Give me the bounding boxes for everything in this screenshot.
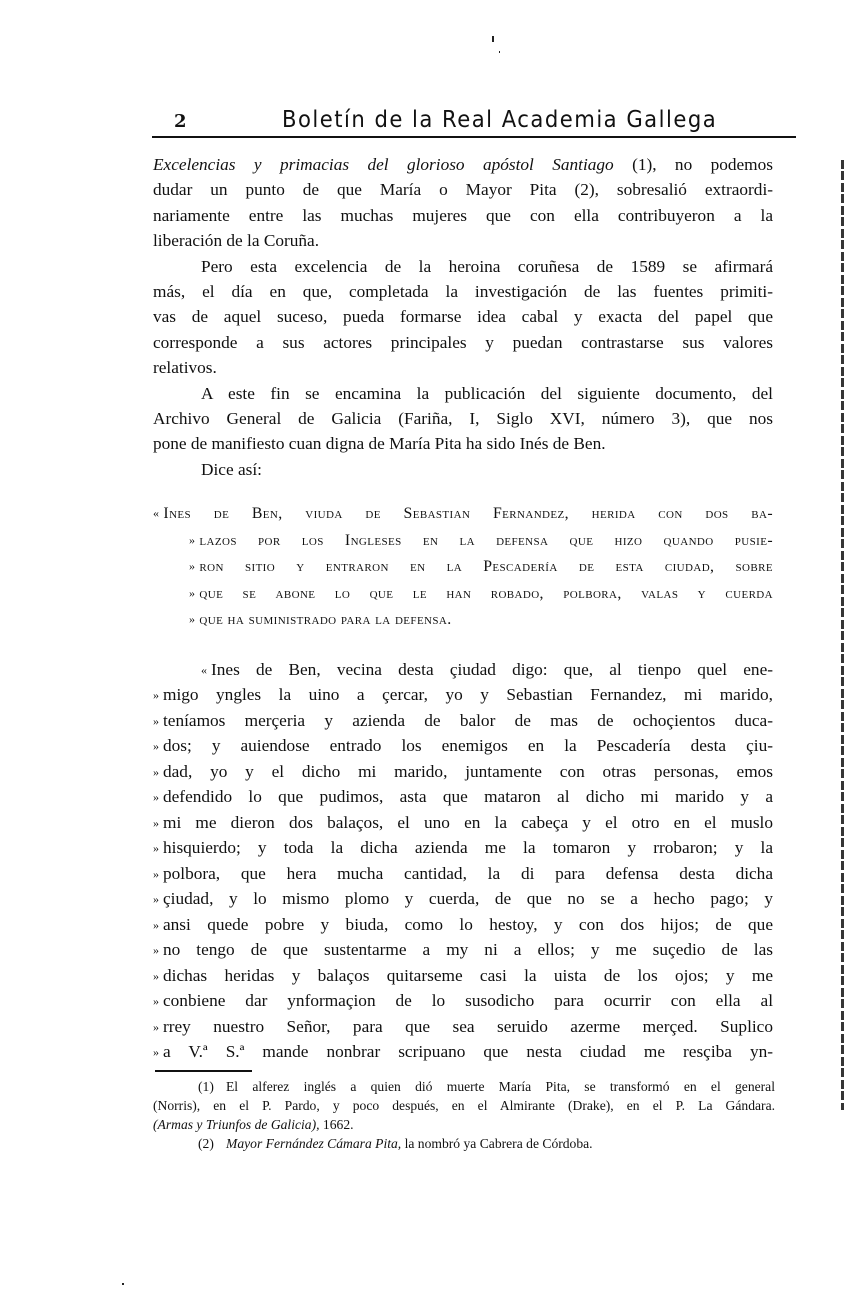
heading-line: » ron sitio y entraron en la Pescadería de esta ciudad, sobre	[189, 558, 773, 576]
doc-line: » ansi quede pobre y biuda, como lo hestoy, y con dos hijos; de que	[153, 914, 773, 934]
quote-mark: »	[153, 1019, 159, 1034]
quote-mark: »	[153, 713, 159, 728]
quote-mark: »	[153, 1045, 159, 1060]
doc-line: « Ines de Ben, vecina desta çiudad digo: que, al tienpo quel ene-	[201, 659, 773, 679]
quote-mark: »	[153, 815, 159, 830]
page-number: 2	[174, 111, 187, 132]
scan-speck	[122, 1283, 124, 1285]
footnote-line: (Armas y Triunfos de Galicia), 1662.	[153, 1117, 354, 1132]
quote-mark: »	[153, 866, 159, 881]
quote-mark: »	[153, 841, 159, 856]
quote-mark: »	[189, 559, 196, 574]
heading-line: » que se abone lo que le han robado, polbora, valas y cuerda	[189, 584, 773, 602]
footnotes	[153, 1077, 775, 1153]
text-line: corresponde a sus actores principales y puedan contrastarse sus valores	[153, 332, 773, 352]
paragraph-4	[153, 457, 773, 482]
quote-mark: »	[153, 943, 159, 958]
footnote-number: (1)	[198, 1079, 214, 1094]
doc-line: » teníamos merçeria y azienda de balor de mas de ochoçientos duca-	[153, 710, 773, 730]
heading-line: » que ha suministrado para la defensa.	[189, 611, 452, 629]
text-line: vas de aquel suceso, pueda formarse idea cabal y exacta del papel que	[153, 307, 773, 327]
text-line: dudar un punto de que María o Mayor Pita (2), sobresalió extraordi-	[153, 180, 773, 200]
doc-line: » dichas heridas y balaços quitarseme casi la uista de los ojos; y me	[153, 965, 773, 985]
footnote-line: (1) El alferez inglés a quien dió muerte María Pita, se transformó en el general	[198, 1079, 775, 1094]
text-line: relativos.	[153, 358, 217, 378]
running-title: Boletín de la Real Academia Gallega	[282, 107, 718, 133]
quote-mark: »	[189, 585, 196, 600]
text-line: A este fin se encamina la publicación del siguiente documento, del	[201, 383, 773, 403]
document-transcription	[153, 657, 773, 1065]
doc-line: » conbiene dar ynformaçion de lo susodicho para ocurrir con ella al	[153, 991, 773, 1011]
doc-line: » migo yngles la uino a çercar, yo y Sebastian Fernandez, mi marido,	[153, 685, 773, 705]
header-rule	[152, 136, 796, 138]
doc-line: » polbora, que hera mucha cantidad, la di para defensa desta dicha	[153, 863, 773, 883]
footnote-line: (2) Mayor Fernández Cámara Pita, la nombró ya Cabrera de Córdoba.	[198, 1136, 593, 1151]
quote-mark: »	[189, 532, 196, 547]
scan-speck	[492, 36, 494, 42]
quote-mark: »	[153, 917, 159, 932]
paragraph-3	[153, 381, 773, 457]
quote-mark: »	[153, 764, 159, 779]
quote-mark: »	[153, 688, 159, 703]
quote-mark: »	[189, 612, 196, 627]
quote-mark: »	[153, 994, 159, 1009]
footnote-2	[153, 1134, 775, 1153]
page-binding-edge	[841, 160, 844, 1110]
quote-mark: »	[153, 790, 159, 805]
text-line: Archivo General de Galicia (Fariña, I, Siglo XVI, número 3), que nos	[153, 408, 773, 428]
quote-mark: »	[153, 892, 159, 907]
text-line: Excelencias y primacias del glorioso apóstol Santiago (1), no podemos	[153, 155, 773, 174]
doc-line: » a V.ª S.ª mande nonbrar scripuano que nesta ciudad me resçiba yn-	[153, 1042, 773, 1062]
quote-mark: »	[153, 968, 159, 983]
doc-line: » defendido lo que pudimos, asta que mataron al dicho mi marido y a	[153, 787, 773, 807]
footnote-1	[153, 1077, 775, 1134]
doc-line: » hisquierdo; y toda la dicha azienda me la tomaron y rrobaron; y la	[153, 838, 773, 858]
footnote-rule	[155, 1070, 252, 1072]
book-title: Excelencias y primacias del glorioso apóstol Santiago	[153, 155, 614, 174]
text-line: Pero esta excelencia de la heroina coruñesa de 1589 se afirmará	[201, 256, 773, 276]
footnote-line: (Norris), en el P. Pardo, y poco después, en el Almirante (Drake), en el P. La Gándara.	[153, 1098, 775, 1113]
heading-line: « Ines de Ben, viuda de Sebastian Fernandez, herida con dos ba-	[153, 505, 773, 523]
doc-line: » no tengo de que sustentarme a my ni a ellos; y me suçedio de las	[153, 940, 773, 960]
doc-line: » rrey nuestro Señor, para que sea seruido azerme merçed. Suplico	[153, 1016, 773, 1036]
quote-mark: «	[153, 506, 160, 521]
text-line: Dice así:	[201, 459, 262, 479]
text-line: más, el día en que, completada la investigación de las fuentes primiti-	[153, 281, 773, 301]
quote-mark: «	[201, 662, 207, 677]
heading-line: » lazos por los Ingleses en la defensa que hizo quando pusie-	[189, 531, 773, 549]
text-line: nariamente entre las muchas mujeres que con ella contribuyeron a la	[153, 205, 773, 225]
running-header	[165, 104, 795, 138]
body-text	[153, 152, 773, 1065]
quote-mark: »	[153, 739, 159, 754]
paragraph-1	[153, 152, 773, 254]
doc-line: » dos; y auiendose entrado los enemigos en la Pescadería desta çiu-	[153, 736, 773, 756]
scan-speck	[499, 51, 500, 53]
document-heading	[153, 500, 773, 633]
doc-line: » mi me dieron dos balaços, el uno en la cabeça y el otro en el muslo	[153, 812, 773, 832]
doc-line: » çiudad, y lo mismo plomo y cuerda, de que no se a hecho pago; y	[153, 889, 773, 909]
doc-line: » dad, yo y el dicho mi marido, juntamente con otras personas, emos	[153, 761, 773, 781]
footnote-number: (2)	[198, 1136, 214, 1151]
text-line: pone de manifiesto cuan digna de María Pita ha sido Inés de Ben.	[153, 434, 606, 454]
paragraph-2	[153, 254, 773, 381]
text-line: liberación de la Coruña.	[153, 231, 320, 251]
